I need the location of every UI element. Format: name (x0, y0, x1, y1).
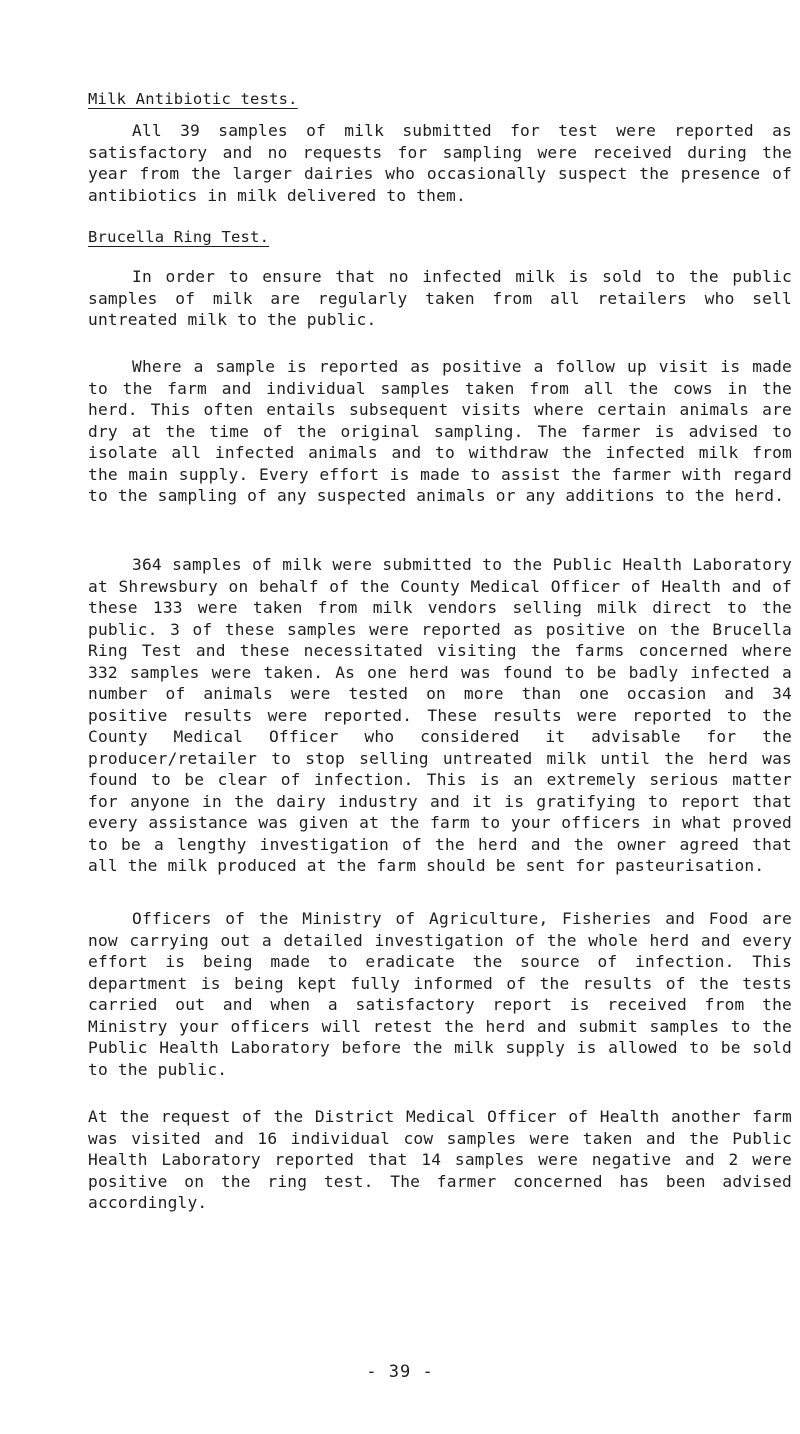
brucella-paragraph-5: At the request of the District Medical Officer of Health another farm was visited and 16 individual cow samples were taken and the Public Health Laboratory reported that 14 samples were negative and 2 were positive on the ring test. The farmer concerned has been advised accordingly. (88, 1107, 792, 1212)
page-number: - 39 - (366, 1362, 434, 1382)
brucella-heading: Brucella Ring Test. (88, 228, 270, 246)
brucella-paragraph-2: Where a sample is reported as positive a follow up visit is made to the farm and individual samples taken from all the cows in the herd. This often entails subsequent visits where certain animals are dry at the time of the original sampling. The farmer is advised to isolate all infected animals and to withdraw the infected milk from the main supply. Every effort is made to assist the farmer with regard to the sampling of any suspected animals or any additions to the herd. (88, 357, 792, 505)
brucella-paragraph-3: 364 samples of milk were submitted to the Public Health Laboratory at Shrewsbury on behalf of the County Medical Officer of Health and of these 133 were taken from milk vendors selling milk direct to the public. 3 of these samples were reported as positive on the Brucella Ring Test and these necessitated visiting the farms concerned where 332 samples were taken. As one herd was found to be badly infected a number of animals were tested on more than one occasion and 34 positive results were reported. These results were reported to the County Medical Officer who considered it advisable for the producer/retailer to stop selling untreated milk until the herd was found to be clear of infection. This is an extremely serious matter for anyone in the dairy industry and it is gratifying to report that every assistance was given at the farm to your officers in what proved to be a lengthy investigation of the herd and the owner agreed that all the milk produced at the farm should be sent for pasteurisation. (88, 555, 792, 875)
milk-antibiotic-paragraph: All 39 samples of milk submitted for test were reported as satisfactory and no requests for sampling were received during the year from the larger dairies who occasionally suspect the presence of antibiotics in milk delivered to them. (88, 121, 792, 205)
brucella-paragraph-4: Officers of the Ministry of Agriculture, Fisheries and Food are now carrying out a detailed investigation of the whole herd and every effort is being made to eradicate the source of infection. This department is being kept fully informed of the results of the tests carried out and when a satisfactory report is received from the Ministry your officers will retest the herd and submit samples to the Public Health Laboratory before the milk supply is allowed to be sold to the public. (88, 909, 792, 1079)
brucella-paragraph-1: In order to ensure that no infected milk is sold to the public samples of milk are regularly taken from all retailers who sell untreated milk to the public. (88, 267, 792, 329)
milk-antibiotic-heading: Milk Antibiotic tests. (88, 90, 298, 108)
